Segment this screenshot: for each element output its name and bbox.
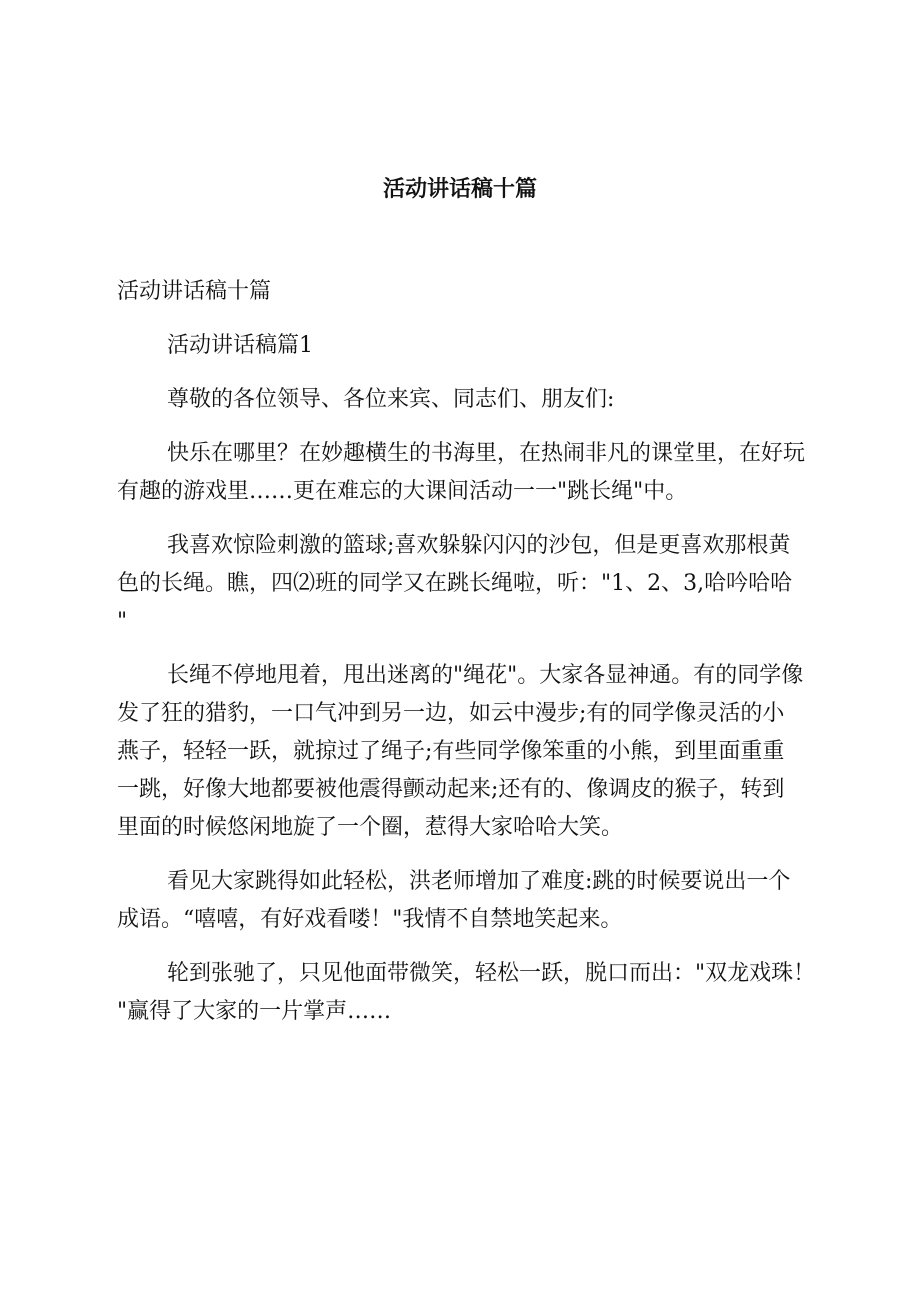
salutation: 尊敬的各位领导、各位来宾、同志们、朋友们: — [167, 387, 615, 412]
paragraph-line: "赢得了大家的一片掌声…… — [117, 999, 392, 1024]
document-title: 活动讲话稿十篇 — [382, 177, 537, 202]
paragraph-3 — [117, 657, 830, 847]
paragraph-2 — [117, 527, 830, 641]
paragraph-line: 有趣的游戏里……更在难忘的大课间活动一一"跳长绳"中。 — [117, 479, 688, 504]
paragraph-line: 看见大家跳得如此轻松，洪老师增加了难度:跳的时候要说出一个 — [167, 869, 791, 894]
paragraph-line: 我喜欢惊险刺激的篮球;喜欢躲躲闪闪的沙包，但是更喜欢那根黄 — [167, 533, 791, 558]
spacer — [117, 641, 830, 657]
paragraph-4 — [117, 863, 830, 939]
paragraph-line: 里面的时候悠闲地旋了一个圈，惹得大家哈哈大笑。 — [117, 815, 624, 840]
spacer — [117, 939, 830, 955]
paragraph-5 — [117, 955, 830, 1031]
paragraph-line: 成语。“嘻嘻，有好戏看喽！"我情不自禁地笑起来。 — [117, 907, 623, 932]
spacer — [117, 419, 830, 435]
spacer — [117, 511, 830, 527]
document-subtitle: 活动讲话稿十篇 — [117, 279, 272, 304]
paragraph-line: 色的长绳。瞧，四⑵班的同学又在跳长绳啦，听："1、2、3,哈吟哈哈 — [117, 571, 793, 596]
paragraph-line: 长绳不停地甩着，甩出迷离的"绳花"。大家各显神通。有的同学像 — [167, 663, 804, 688]
paragraph-line: " — [117, 609, 128, 634]
spacer — [117, 311, 830, 327]
spacer — [117, 847, 830, 863]
paragraph-line: 轮到张驰了，只见他面带微笑，轻松一跃，脱口而出："双龙戏珠！ — [167, 961, 816, 986]
document-body — [117, 273, 830, 1031]
spacer — [117, 365, 830, 381]
paragraph-line: 快乐在哪里？在妙趣横生的书海里，在热闹非凡的课堂里，在好玩 — [167, 441, 806, 466]
section-heading: 活动讲话稿篇1 — [167, 333, 313, 358]
paragraph-line: 一跳，好像大地都要被他震得颤动起来;还有的、像调皮的猴子，转到 — [117, 777, 785, 802]
paragraph-1 — [117, 435, 830, 511]
paragraph-line: 燕子，轻轻一跃，就掠过了绳子;有些同学像笨重的小熊，到里面重重 — [117, 739, 785, 764]
paragraph-line: 发了狂的猎豹，一口气冲到另一边，如云中漫步;有的同学像灵活的小 — [117, 701, 785, 726]
